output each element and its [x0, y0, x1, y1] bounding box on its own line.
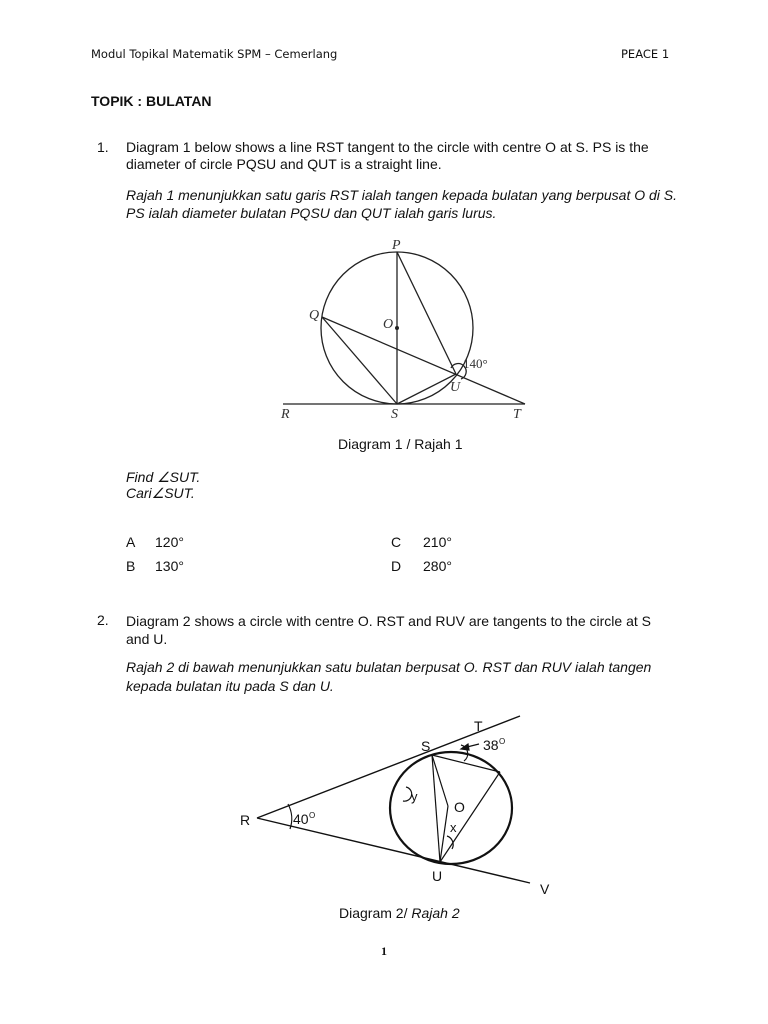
- running-header-title: Modul Topikal Matematik SPM – Cemerlang: [91, 47, 338, 61]
- q2-label-s: S: [421, 738, 431, 754]
- q1-circle-diagram: [0, 0, 768, 440]
- q1-label-p: P: [392, 238, 401, 253]
- q1-option-a-value: 120°: [155, 534, 184, 550]
- q1-angle-label: 140°: [463, 356, 488, 371]
- q1-option-c-value: 210°: [423, 534, 452, 550]
- q2-label-x: x: [450, 820, 457, 835]
- q2-circle: [390, 752, 512, 864]
- q1-caption: Diagram 1 / Rajah 1: [338, 436, 463, 452]
- q2-number: 2.: [97, 612, 109, 628]
- q2-label-o: O: [454, 799, 465, 815]
- q2-label-t: T: [474, 718, 483, 734]
- q2-caption-plain: Diagram 2/: [339, 905, 412, 921]
- q2-label-r: R: [240, 812, 251, 828]
- q1-label-t: T: [513, 407, 521, 422]
- q2-caption-italic: Rajah 2: [411, 905, 460, 921]
- q2-malay-line2: kepada bulatan itu pada S dan U.: [126, 678, 334, 694]
- q1-label-q: Q: [309, 308, 320, 323]
- q1-malay-line2: PS ialah diameter bulatan PQSU dan QUT ialah garis lurus.: [126, 205, 497, 221]
- q1-english-line2: diameter of circle PQSU and QUT is a straight line.: [126, 156, 442, 172]
- q2-caption: [339, 905, 460, 921]
- topic-heading: TOPIK : BULATAN: [91, 93, 212, 109]
- q1-label-o: O: [383, 317, 394, 332]
- q2-chord-su: [432, 755, 440, 862]
- q2-label-u: U: [432, 868, 443, 884]
- q2-angle-38-degree: O: [499, 737, 506, 746]
- q1-find-english: Find ∠SUT.: [126, 469, 201, 485]
- q1-malay-line1: Rajah 1 menunjukkan satu garis RST ialah tangen kepada bulatan yang berpusat O di S.: [126, 187, 678, 203]
- q2-english-line1: Diagram 2 shows a circle with centre O. RST and RUV are tangents to the circle at S: [126, 613, 651, 629]
- q1-label-r: R: [281, 407, 290, 422]
- q2-angle-40-degree: O: [309, 811, 316, 820]
- q1-number: 1.: [97, 139, 109, 155]
- page-number: 1: [381, 944, 387, 958]
- q1-option-b-letter: B: [126, 558, 136, 574]
- q2-circle-diagram: [0, 700, 768, 900]
- q1-option-b-value: 130°: [155, 558, 184, 574]
- q1-english-line1: Diagram 1 below shows a line RST tangent to the circle with centre O at S. PS is the: [126, 139, 649, 155]
- running-header-code: PEACE 1: [621, 47, 670, 61]
- q1-option-d-value: 280°: [423, 558, 452, 574]
- q1-option-c-letter: C: [391, 534, 402, 550]
- q2-angle-40: 40: [293, 811, 309, 827]
- q2-malay-line1: Rajah 2 di bawah menunjukkan satu bulatan berpusat O. RST dan RUV ialah tangen: [126, 659, 652, 675]
- q1-label-s: S: [391, 407, 398, 422]
- q1-option-a-letter: A: [126, 534, 136, 550]
- q2-label-y: y: [411, 789, 418, 804]
- q2-label-v: V: [540, 881, 550, 897]
- q2-chord-right-u: [440, 772, 500, 862]
- q1-chord-su: [397, 374, 456, 404]
- q1-option-d-letter: D: [391, 558, 402, 574]
- q1-find-malay: Cari∠SUT.: [126, 485, 195, 501]
- q2-english-line2: and U.: [126, 631, 168, 647]
- q2-line-o-u: [440, 806, 448, 862]
- q2-angle-38: 38: [483, 737, 499, 753]
- q1-label-u: U: [450, 380, 461, 395]
- q1-centre-dot: [395, 326, 399, 330]
- q2-arrow-38: [461, 744, 479, 750]
